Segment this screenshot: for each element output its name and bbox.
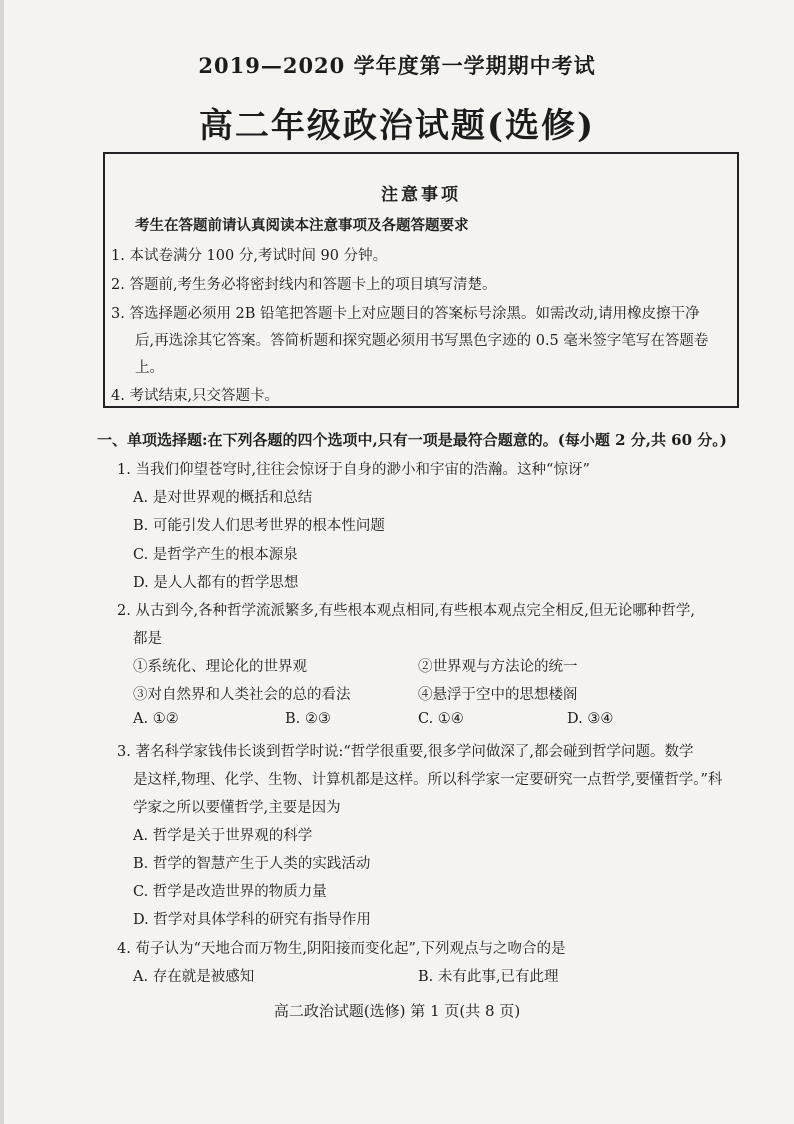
q2-item-2: ②世界观与方法论的统一 xyxy=(418,659,578,675)
q2-item-4: ④悬浮于空中的思想楼阁 xyxy=(418,687,578,703)
page-footer: 高二政治试题(选修) 第 1 页(共 8 页) xyxy=(273,1002,521,1020)
notice-line-4: 4. 考试结束,只交答题卡。 xyxy=(111,388,280,404)
q2-choice-d: D. ③④ xyxy=(567,711,614,727)
notice-subtitle: 考生在答题前请认真阅读本注意事项及各题答题要求 xyxy=(135,217,469,234)
q2-choice-a: A. ①② xyxy=(133,711,179,727)
notice-line-1: 1. 本试卷满分 100 分,考试时间 90 分钟。 xyxy=(111,248,388,264)
exam-title: 2019—2020 学年度第一学期期中考试 xyxy=(198,53,596,78)
q2-item-1: ①系统化、理论化的世界观 xyxy=(133,659,307,675)
q1-option-c: C. 是哲学产生的根本源泉 xyxy=(133,547,298,563)
q3-option-b: B. 哲学的智慧产生于人类的实践活动 xyxy=(133,856,371,872)
notice-line-3-end: 上。 xyxy=(135,360,164,376)
section-header: 一、单项选择题:在下列各题的四个选项中,只有一项是最符合题意的。(每小题 2 分,共 60 分。) xyxy=(97,431,727,449)
q1-stem: 1. 当我们仰望苍穹时,往往会惊讶于自身的渺小和宇宙的浩瀚。这种“惊讶” xyxy=(117,462,590,478)
q4-option-b: B. 未有此事,已有此理 xyxy=(418,969,559,985)
q2-stem-line-2: 都是 xyxy=(133,631,162,647)
notice-line-3-cont: 后,再选涂其它答案。答简析题和探究题必须用书写黑色字迹的 0.5 毫米签字笔写在答题卷 xyxy=(135,333,709,349)
q3-stem-line-1: 3. 著名科学家钱伟长谈到哲学时说:“哲学很重要,很多学问做深了,都会碰到哲学问题。数学 xyxy=(117,744,694,760)
notice-line-2: 2. 答题前,考生务必将密封线内和答题卡上的项目填写清楚。 xyxy=(111,277,497,293)
q4-option-a: A. 存在就是被感知 xyxy=(133,969,255,985)
q4-stem: 4. 荀子认为“天地合而万物生,阴阳接而变化起”,下列观点与之吻合的是 xyxy=(117,941,566,957)
q2-choice-c: C. ①④ xyxy=(418,711,464,727)
q3-option-a: A. 哲学是关于世界观的科学 xyxy=(133,828,313,844)
q1-option-b: B. 可能引发人们思考世界的根本性问题 xyxy=(133,518,385,534)
q2-stem-line-1: 2. 从古到今,各种哲学流派繁多,有些根本观点相同,有些根本观点完全相反,但无论哪种哲学, xyxy=(117,603,695,619)
q1-option-d: D. 是人人都有的哲学思想 xyxy=(133,575,299,591)
q2-item-3: ③对自然界和人类社会的总的看法 xyxy=(133,687,351,703)
q1-option-a: A. 是对世界观的概括和总结 xyxy=(133,490,313,506)
notice-line-3: 3. 答选择题必须用 2B 铅笔把答题卡上对应题目的答案标号涂黑。如需改动,请用橡皮擦干净 xyxy=(111,306,700,322)
notice-title: 注意事项 xyxy=(381,185,461,205)
q3-stem-line-3: 学家之所以要懂哲学,主要是因为 xyxy=(133,800,341,816)
q3-option-c: C. 哲学是改造世界的物质力量 xyxy=(133,884,327,900)
q3-stem-line-2: 是这样,物理、化学、生物、计算机都是这样。所以科学家一定要研究一点哲学,要懂哲学。”科 xyxy=(133,772,723,788)
q3-option-d: D. 哲学对具体学科的研究有指导作用 xyxy=(133,912,371,928)
page-edge xyxy=(0,0,4,1124)
q2-choice-b: B. ②③ xyxy=(285,711,331,727)
subject-title: 高二年级政治试题(选修) xyxy=(198,106,596,146)
notice-box xyxy=(103,152,739,408)
